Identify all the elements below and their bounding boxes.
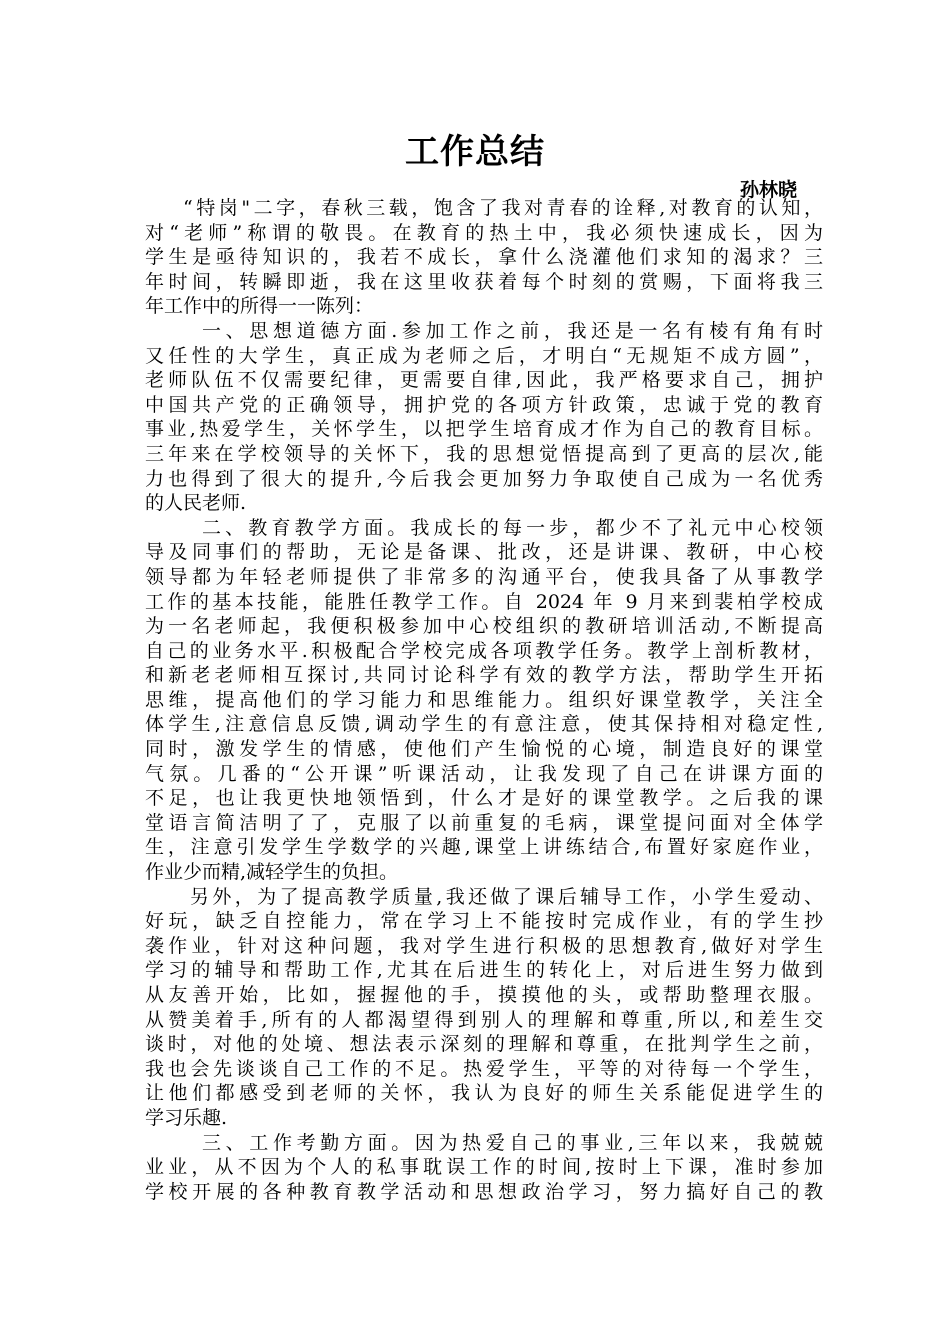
text-line: 袭作业，针对这种问题，我对学生进行积极的思想教育,做好对学生: [145, 934, 823, 957]
text-line: 学习乐趣.: [145, 1106, 228, 1129]
text-line: 老师队伍不仅需要纪律，更需要自律,因此，我严格要求自己，拥护: [145, 369, 823, 392]
text-line: 领导都为年轻老师提供了非常多的沟通平台，使我具备了从事教学: [145, 565, 823, 588]
text-line: 从友善开始，比如，握握他的手，摸摸他的头，或帮助整理衣服。: [145, 984, 823, 1006]
text-line: 年时间，转瞬即逝，我在这里收获着每个时刻的赏赐，下面将我三: [145, 270, 823, 293]
text-line: 体学生,注意信息反馈,调动学生的有意注意，使其保持相对稳定性,: [145, 713, 823, 736]
text-line: 学习的辅导和帮助工作,尤其在后进生的转化上，对后进生努力做到: [145, 959, 823, 982]
document-body: [145, 196, 823, 1204]
text-line: 气氛。几番的“公开课”听课活动，让我发现了自己在讲课方面的: [145, 762, 823, 785]
author-name: 孙林晓: [740, 179, 798, 201]
text-line: 的人民老师.: [145, 492, 247, 515]
text-line: 对“老师”称谓的敬畏。在教育的热土中，我必须快速成长，因为: [145, 221, 823, 244]
text-line: 事业,热爱学生，关怀学生，以把学生培育成才作为自己的教育目标。: [145, 418, 823, 441]
text-line: 一、思想道德方面.参加工作之前，我还是一名有棱有角有时: [202, 319, 823, 342]
text-line: 思维，提高他们的学习能力和思维能力。组织好课堂教学，关注全: [145, 688, 823, 711]
text-line: 和新老老师相互探讨,共同讨论科学有效的教学方法，帮助学生开拓: [145, 664, 823, 687]
text-line: 二、教育教学方面。我成长的每一步，都少不了礼元中心校领: [202, 516, 823, 539]
text-line: 学生是亟待知识的，我若不成长，拿什么浇灌他们求知的渴求？三: [145, 246, 823, 269]
text-line: 力也得到了很大的提升,今后我会更加努力争取使自己成为一名优秀: [145, 467, 823, 490]
text-line: 让他们都感受到老师的关怀，我认为良好的师生关系能促进学生的: [145, 1082, 823, 1105]
document-title: 工作总结: [405, 132, 545, 172]
text-line: 不足，也让我更快地领悟到，什么才是好的课堂教学。之后我的课: [145, 787, 823, 810]
text-line: “特岗"二字，春秋三载，饱含了我对青春的诠释,对教育的认知，: [183, 197, 823, 219]
text-line: 另外，为了提高教学质量,我还做了课后辅导工作，小学生爱动、: [190, 885, 823, 908]
text-line: 堂语言简洁明了了，克服了以前重复的毛病，课堂提问面对全体学: [145, 811, 823, 834]
text-line: 同时，激发学生的情感，使他们产生愉悦的心境，制造良好的课堂: [145, 738, 823, 761]
text-line: 工作的基本技能，能胜任教学工作。自 2024 年 9 月来到裴柏学校成: [145, 590, 823, 613]
text-line: 为一名老师起，我便积极参加中心校组织的教研培训活动,不断提高: [145, 615, 823, 638]
text-line: 学校开展的各种教育教学活动和思想政治学习，努力搞好自己的教: [145, 1180, 823, 1203]
text-line: 生，注意引发学生学数学的兴趣,课堂上讲练结合,布置好家庭作业，: [145, 836, 823, 859]
text-line: 三年来在学校领导的关怀下，我的思想觉悟提高到了更高的层次,能: [145, 442, 823, 465]
text-line: 又任性的大学生，真正成为老师之后，才明白“无规矩不成方圆”，: [145, 344, 823, 367]
text-line: 三、工作考勤方面。因为热爱自己的事业,三年以来，我兢兢: [202, 1131, 823, 1154]
text-line: 业业，从不因为个人的私事耽误工作的时间,按时上下课，准时参加: [145, 1156, 823, 1179]
text-line: 导及同事们的帮助，无论是备课、批改，还是讲课、教研，中心校: [145, 541, 823, 564]
text-line: 我也会先谈谈自己工作的不足。热爱学生，平等的对待每一个学生，: [145, 1057, 823, 1080]
text-line: 年工作中的所得一一陈列：: [145, 295, 374, 318]
text-line: 自己的业务水平.积极配合学校完成各项教学任务。教学上剖析教材，: [145, 639, 823, 662]
text-line: 中国共产党的正确领导，拥护党的各项方针政策，忠诚于党的教育: [145, 393, 823, 416]
text-line: 从赞美着手,所有的人都渴望得到别人的理解和尊重,所以,和差生交: [145, 1008, 823, 1031]
text-line: 谈时，对他的处境、想法表示深刻的理解和尊重，在批判学生之前，: [145, 1033, 823, 1056]
text-line: 好玩，缺乏自控能力，常在学习上不能按时完成作业，有的学生抄: [145, 910, 823, 933]
text-line: 作业少而精,减轻学生的负担。: [145, 861, 399, 884]
